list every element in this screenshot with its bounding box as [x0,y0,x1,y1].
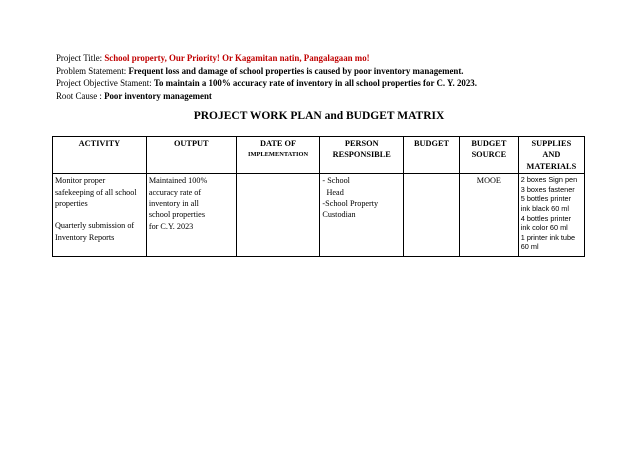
table-row [53,174,585,257]
supplies-item: 5 bottles printer [520,194,572,204]
column-header-budget [404,137,460,174]
root-cause-value: Poor inventory management [104,90,212,101]
table-header-row [53,137,585,174]
cell-output [146,174,236,257]
person-text-line: -School Property [322,199,379,209]
person-text-line: Head [322,187,344,197]
column-header-output [146,137,236,174]
output-text-line: for C.Y. 2023 [148,221,194,231]
supplies-item: ink color 60 ml [520,223,568,233]
root-cause-label: Root Cause : [56,90,105,101]
column-header-activity [53,137,147,174]
activity-header-text: ACTIVITY [78,139,121,148]
project-title-line [56,52,626,65]
cell-budget [404,174,460,257]
activity-text-line: safekeeping of all school [55,187,137,197]
person-header-line1: PERSON [344,139,379,148]
root-cause-line [56,90,626,103]
output-text-line: inventory in all [148,199,199,209]
activity-text-line: Monitor proper [55,176,106,186]
output-text-line: school properties [148,210,206,220]
supplies-item: 60 ml [520,242,539,252]
supplies-header-line3: MATERIALS [526,161,577,171]
supplies-item: 2 boxes Sign pen [520,175,578,185]
supplies-item: 3 boxes fastener [520,184,575,194]
activity-spacer [55,209,144,220]
budget-header-text: BUDGET [413,139,450,148]
date-header-line2: IMPLEMENTATION [247,151,309,159]
output-header-text: OUTPUT [173,139,209,148]
activity-text-line: Inventory Reports [55,232,115,242]
source-header-line2: SOURCE [471,150,507,160]
person-text-line: - School [322,176,350,186]
date-header-line1: DATE OF [260,139,297,148]
project-objective-value: To maintain a 100% accuracy rate of inventory in all school properties for C. Y. 2023. [153,78,477,89]
column-header-budget-source [459,137,518,174]
project-objective-label: Project Objective Stament: [56,78,154,89]
column-header-date [236,137,320,174]
supplies-header-line2: AND [542,150,561,160]
cell-person [320,174,404,257]
cell-supplies [518,174,584,257]
supplies-header-line1: SUPPLIES [531,139,572,148]
person-text-line: Custodian [322,210,356,220]
source-header-line1: BUDGET [471,139,507,148]
project-header [56,52,626,102]
supplies-item: 4 bottles printer [520,213,572,223]
column-header-person [320,137,404,174]
output-text-line: accuracy rate of [148,187,202,197]
column-header-supplies [518,137,584,174]
matrix-title: PROJECT WORK PLAN and BUDGET MATRIX [193,110,445,122]
work-plan-table [52,136,585,257]
problem-statement-label: Problem Statement: [56,65,129,76]
activity-text-line: properties [55,199,88,209]
problem-statement-line [56,65,626,78]
supplies-item: ink black 60 ml [520,204,569,213]
cell-date [236,174,320,257]
project-objective-line [56,77,626,90]
output-text-line: Maintained 100% [148,176,208,186]
project-title-label: Project Title: [56,53,105,63]
supplies-item: 1 printer ink tube [520,232,576,242]
project-title-value: School property, Our Priority! Or Kagamitan natin, Pangalagaan mo! [104,53,370,63]
activity-text-line: Quarterly submission of [55,221,135,231]
cell-activity [53,174,147,257]
person-header-line2: RESPONSIBLE [332,150,391,160]
cell-budget-source: MOOE [459,174,518,257]
problem-statement-value: Frequent loss and damage of school properties is caused by poor inventory management. [128,65,464,76]
